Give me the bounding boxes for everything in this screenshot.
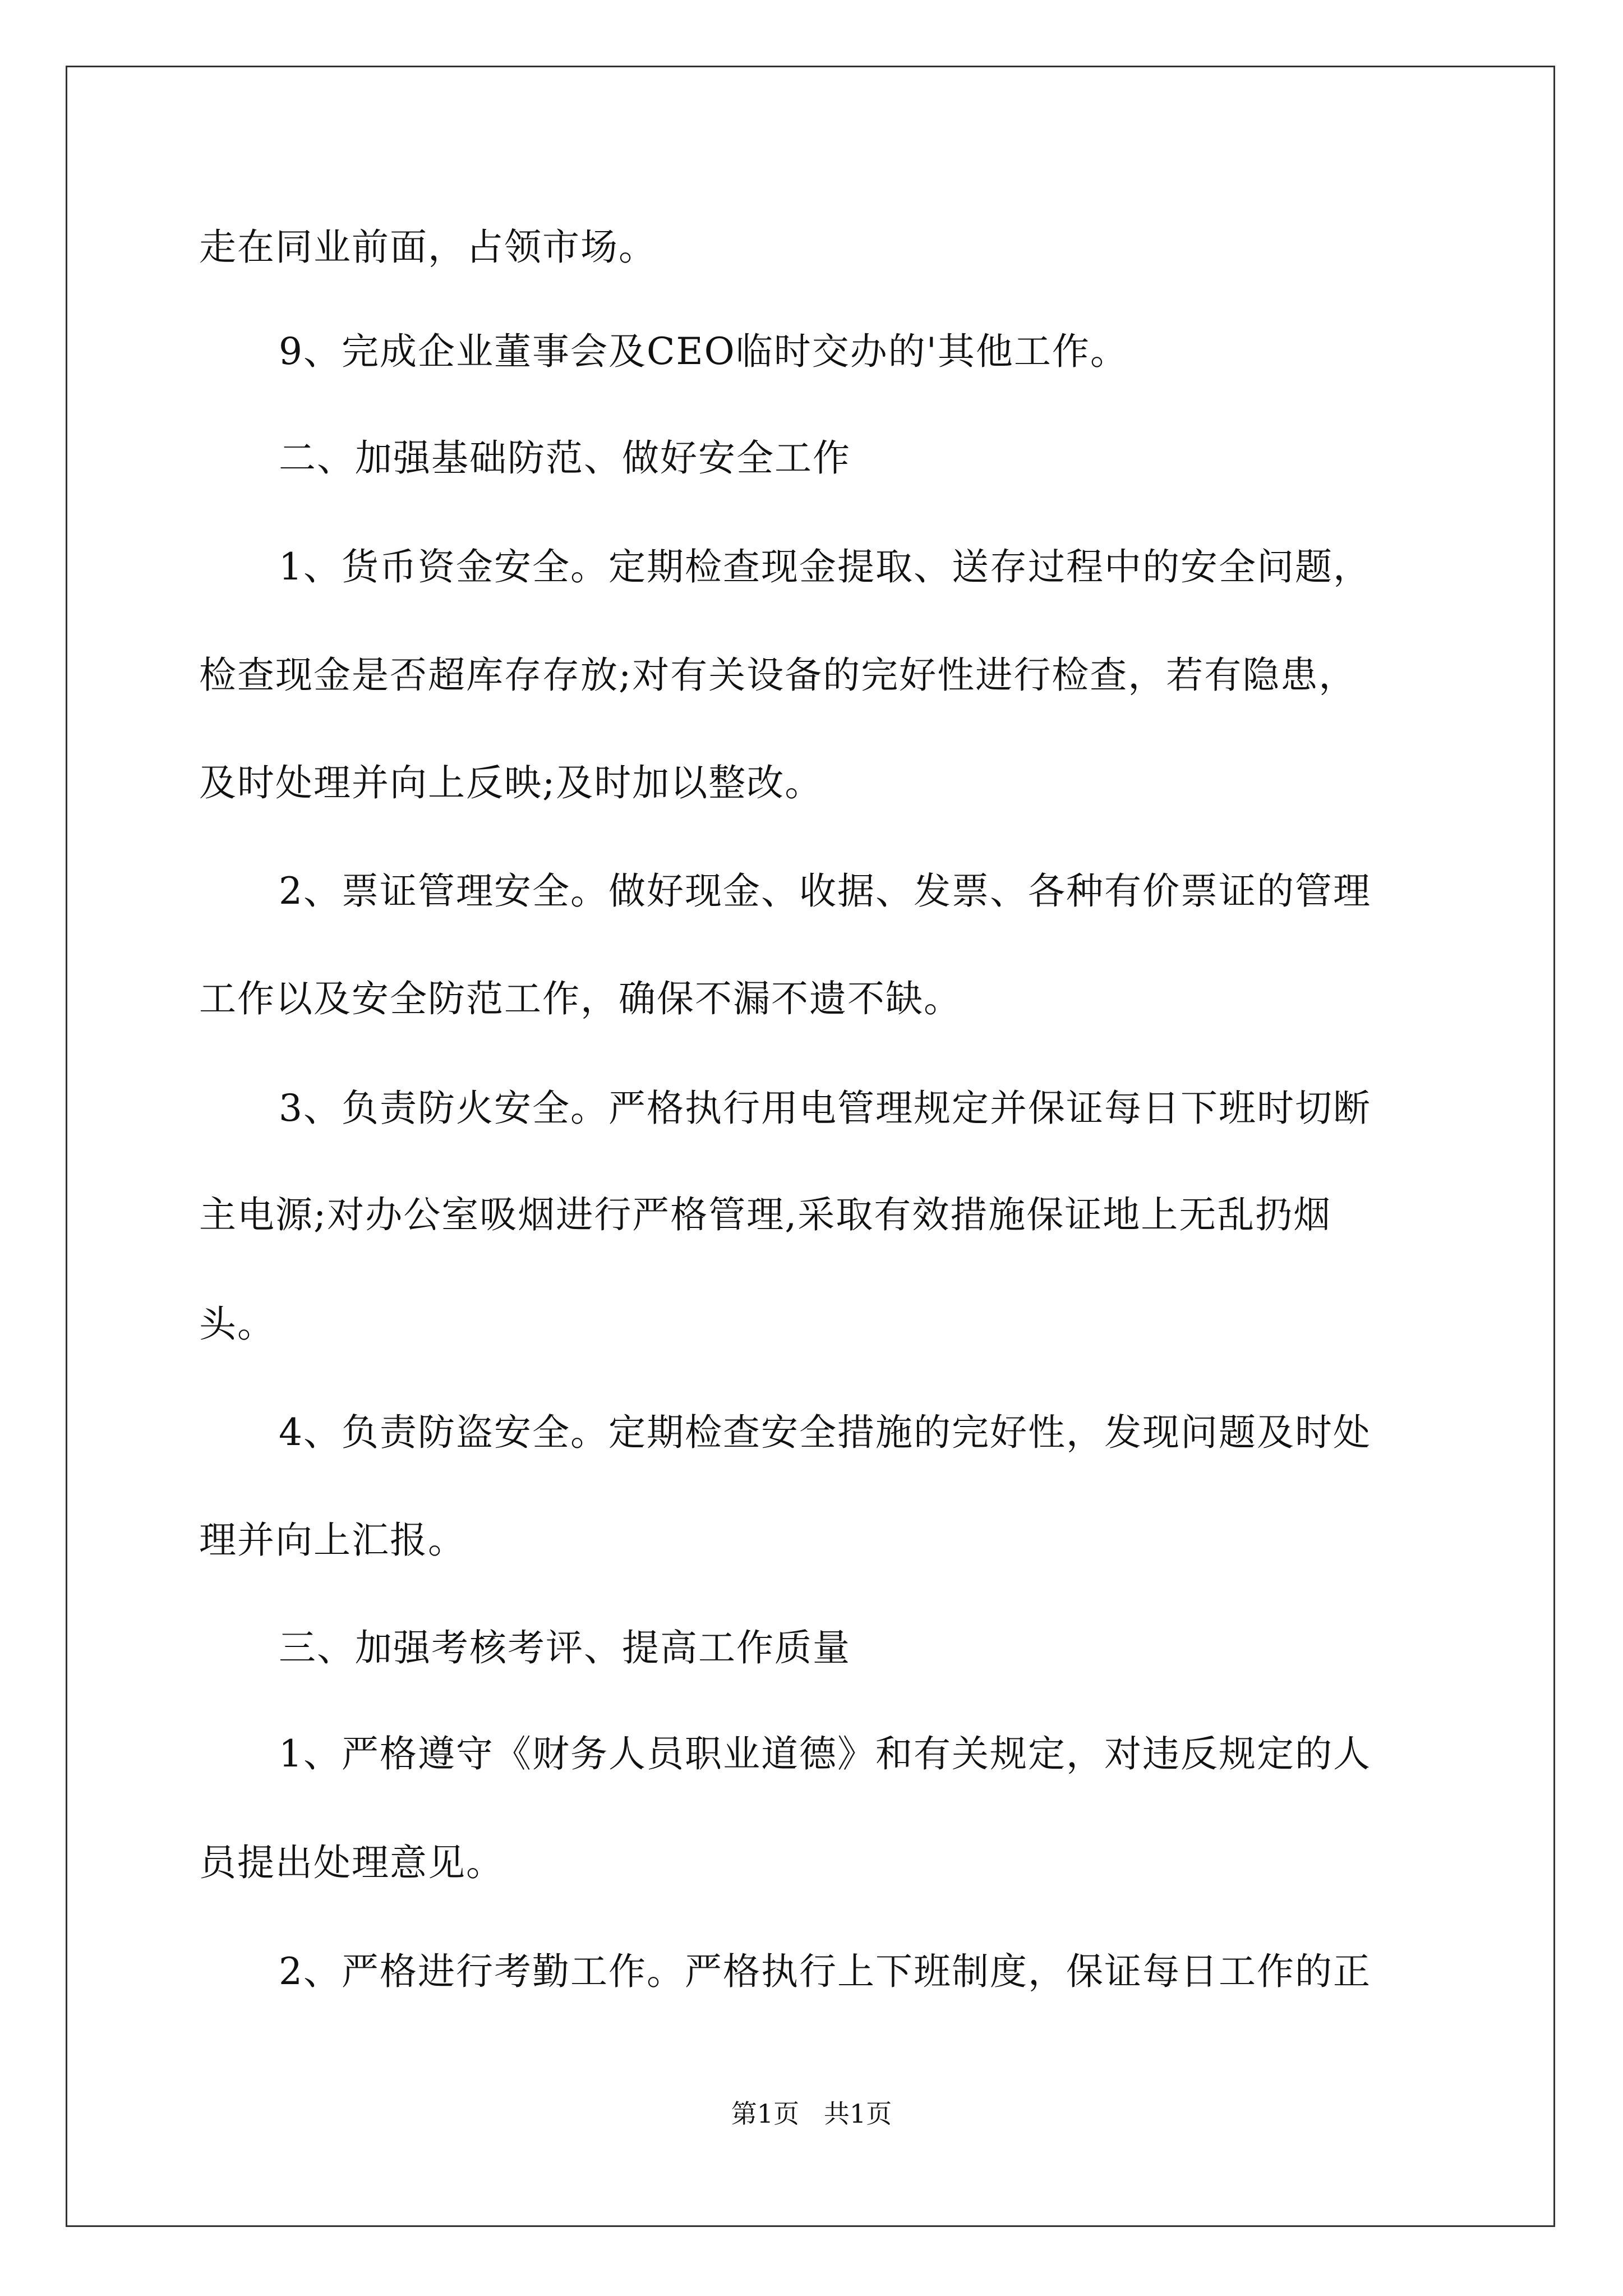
list-item-4: 4、负责防盗安全。定期检查安全措施的完好性，发现问题及时处 xyxy=(279,1411,1371,1454)
list-item-2: 2、票证管理安全。做好现金、收据、发票、各种有价票证的管理 xyxy=(279,869,1371,913)
list-item-1: 1、货币资金安全。定期检查现金提取、送存过程中的安全问题， xyxy=(279,545,1371,588)
list-item-2: 2、严格进行考勤工作。严格执行上下班制度，保证每日工作的正 xyxy=(279,1950,1371,1993)
page-footer: 第1页 共1页 xyxy=(731,2099,892,2129)
text-line: 走在同业前面，占领市场。 xyxy=(199,226,657,269)
text-line: 理并向上汇报。 xyxy=(199,1519,466,1562)
section-heading-2: 二、加强基础防范、做好安全工作 xyxy=(279,436,851,480)
text-line: 检查现金是否超库存存放;对有关设备的完好性进行检查，若有隐患， xyxy=(199,654,1357,697)
list-item-9: 9、完成企业董事会及CEO临时交办的'其他工作。 xyxy=(279,330,1128,373)
page-border xyxy=(66,66,1555,2227)
list-item-3: 3、负责防火安全。严格执行用电管理规定并保证每日下班时切断 xyxy=(279,1087,1371,1130)
text-line: 工作以及安全防范工作，确保不漏不遗不缺。 xyxy=(199,977,962,1020)
text-line: 主电源;对办公室吸烟进行严格管理,采取有效措施保证地上无乱扔烟 xyxy=(199,1193,1332,1236)
text-line: 头。 xyxy=(199,1303,275,1346)
text-line: 员提出处理意见。 xyxy=(199,1841,504,1884)
list-item-1: 1、严格遵守《财务人员职业道德》和有关规定，对违反规定的人 xyxy=(279,1732,1371,1775)
section-heading-3: 三、加强考核考评、提高工作质量 xyxy=(279,1626,851,1669)
text-line: 及时处理并向上反映;及时加以整改。 xyxy=(199,761,823,804)
